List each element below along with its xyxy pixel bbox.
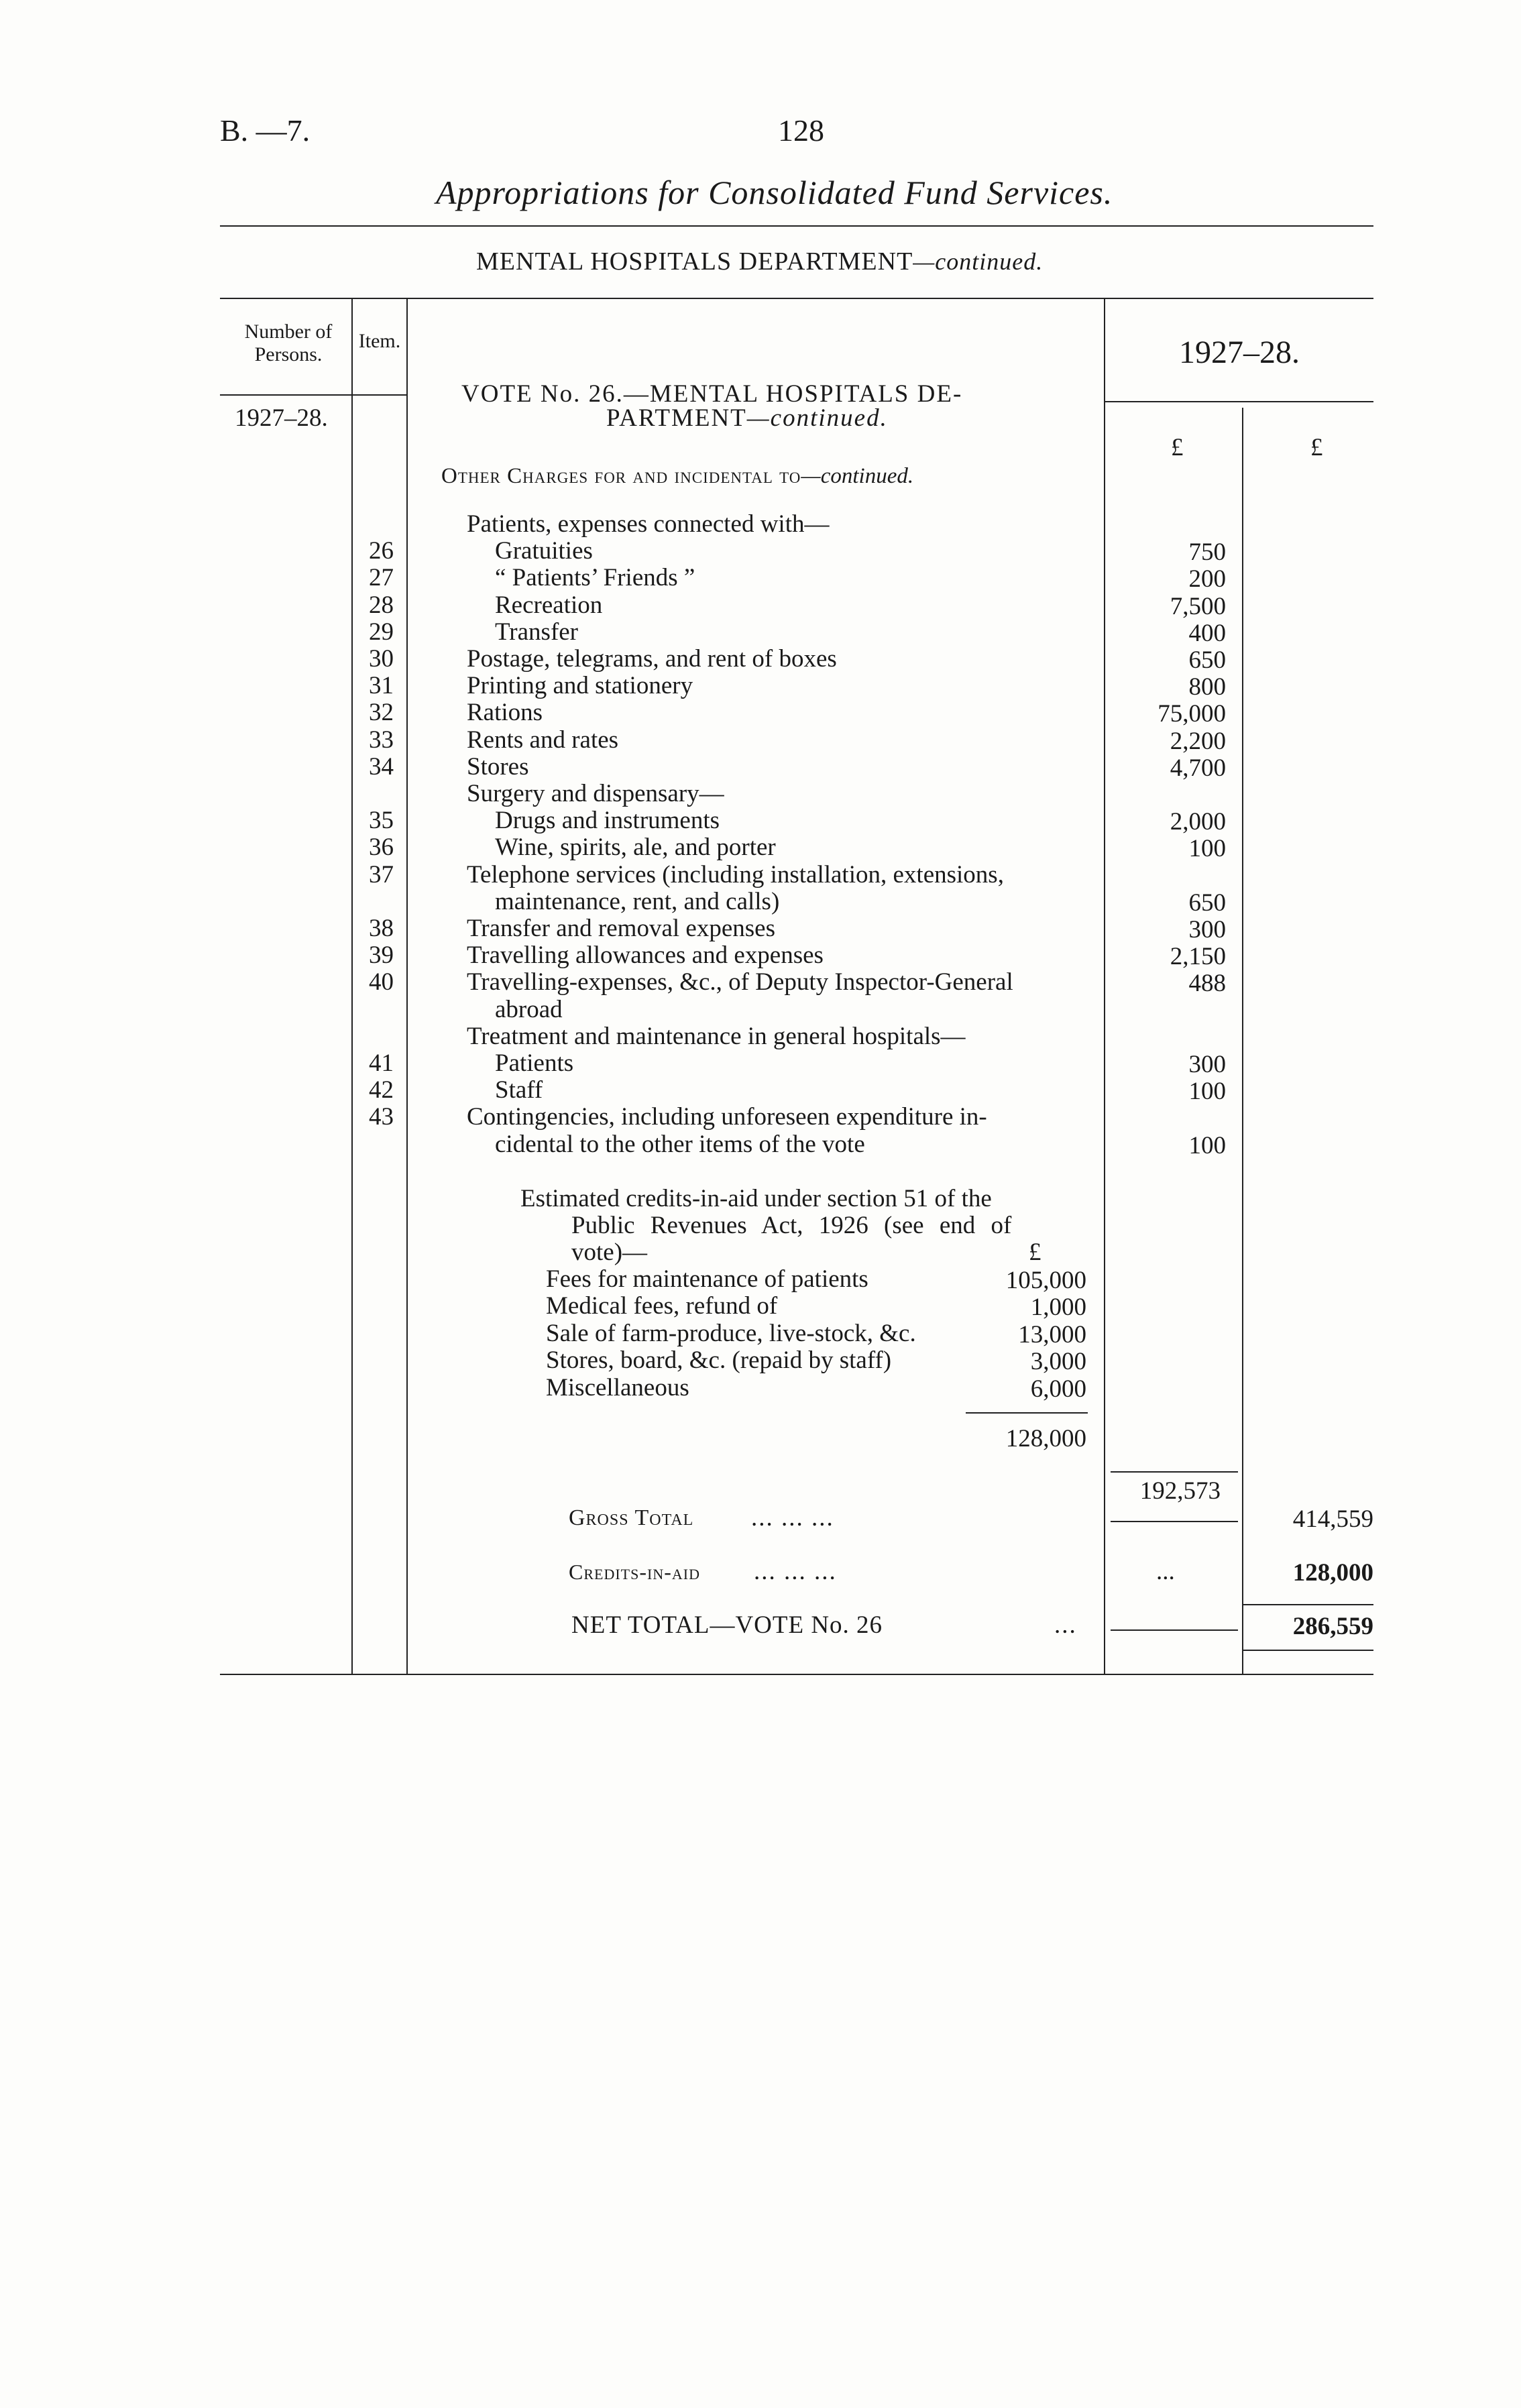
subheading-suffix: —continued. bbox=[801, 464, 914, 488]
document-code: B. —7. bbox=[220, 113, 311, 148]
line-description: Treatment and maintenance in general hospitals— bbox=[467, 1023, 966, 1050]
line-description: Travelling allowances and expenses bbox=[467, 941, 824, 969]
line-description: Stores bbox=[467, 753, 529, 781]
subtotal-bottom-rule bbox=[1111, 1521, 1238, 1522]
line-amount: 2,150 bbox=[1170, 943, 1226, 970]
credits-in-aid-amount: 128,000 bbox=[1292, 1559, 1373, 1587]
credits-in-aid-label: Credits-in-aid bbox=[569, 1560, 700, 1584]
net-total-label: NET TOTAL—VOTE No. 26 bbox=[571, 1611, 883, 1639]
line-description: maintenance, rent, and calls) bbox=[495, 888, 780, 915]
item-number: 43 bbox=[369, 1103, 394, 1131]
persons-year: 1927–28. bbox=[235, 404, 328, 432]
line-amount: 650 bbox=[1188, 889, 1226, 917]
credits-in-aid-col1: ... bbox=[1156, 1558, 1175, 1585]
subtotal-amount: 192,573 bbox=[1139, 1477, 1221, 1505]
persons-head-rule bbox=[220, 394, 406, 396]
credits-pound-sign: £ bbox=[1029, 1239, 1041, 1266]
item-number: 32 bbox=[369, 699, 394, 726]
page-title: Appropriations for Consolidated Fund Services. bbox=[436, 174, 1113, 211]
credits-total: 128,000 bbox=[1005, 1425, 1086, 1452]
credit-item-amount: 13,000 bbox=[1018, 1321, 1086, 1349]
credit-item-amount: 1,000 bbox=[1030, 1294, 1086, 1321]
item-number: 26 bbox=[369, 537, 394, 565]
line-amount: 7,500 bbox=[1170, 593, 1226, 620]
credit-item-amount: 6,000 bbox=[1030, 1375, 1086, 1403]
net-total-amount: 286,559 bbox=[1292, 1613, 1373, 1640]
department-heading bbox=[476, 247, 1043, 276]
item-number: 29 bbox=[369, 618, 394, 646]
item-number: 35 bbox=[369, 807, 394, 834]
year-heading: 1927–28. bbox=[1179, 335, 1300, 370]
subheading-text: Other Charges for and incidental to bbox=[441, 464, 801, 488]
gross-total-leader: ... ... ... bbox=[751, 1504, 834, 1532]
line-amount: 800 bbox=[1188, 673, 1226, 701]
vote-title: VOTE No. 26.—MENTAL HOSPITALS DE- bbox=[461, 380, 963, 408]
pound-sign-col1: £ bbox=[1171, 434, 1184, 461]
item-number: 28 bbox=[369, 591, 394, 619]
department-suffix: —continued. bbox=[913, 248, 1044, 275]
line-description: Drugs and instruments bbox=[495, 807, 720, 834]
line-description: Patients, expenses connected with— bbox=[467, 510, 830, 538]
line-description: Wine, spirits, ale, and porter bbox=[495, 834, 776, 861]
net-bottom-rule bbox=[1242, 1650, 1373, 1651]
credit-item-label: Miscellaneous bbox=[546, 1374, 689, 1401]
net-col1-rule bbox=[1111, 1629, 1238, 1631]
vote-title-line2 bbox=[606, 405, 888, 432]
page-number: 128 bbox=[778, 113, 824, 148]
line-description: Postage, telegrams, and rent of boxes bbox=[467, 645, 837, 673]
credit-item-amount: 3,000 bbox=[1030, 1348, 1086, 1375]
line-description: Printing and stationery bbox=[467, 672, 693, 699]
line-amount: 100 bbox=[1188, 835, 1226, 862]
gross-total-label: Gross Total bbox=[569, 1505, 694, 1530]
vote-title-dept: PARTMENT bbox=[606, 404, 747, 432]
gross-total-amount: 414,559 bbox=[1292, 1505, 1373, 1533]
line-description: Rations bbox=[467, 699, 543, 726]
item-number: 41 bbox=[369, 1049, 394, 1077]
line-description: Rents and rates bbox=[467, 726, 619, 754]
line-amount: 750 bbox=[1188, 538, 1226, 566]
pound-sign-col2: £ bbox=[1310, 434, 1323, 461]
line-amount: 200 bbox=[1188, 565, 1226, 593]
line-description: Recreation bbox=[495, 591, 603, 619]
item-number: 30 bbox=[369, 645, 394, 673]
line-description: Gratuities bbox=[495, 537, 593, 565]
line-description: Staff bbox=[495, 1076, 543, 1104]
line-amount: 2,200 bbox=[1170, 728, 1226, 755]
line-amount: 4,700 bbox=[1170, 754, 1226, 782]
item-number: 39 bbox=[369, 941, 394, 969]
credit-item-label: Sale of farm-produce, live-stock, &c. bbox=[546, 1320, 916, 1347]
line-amount: 100 bbox=[1188, 1078, 1226, 1105]
credit-item-amount: 105,000 bbox=[1005, 1267, 1086, 1294]
line-description: Transfer bbox=[495, 618, 579, 646]
line-amount: 75,000 bbox=[1158, 700, 1226, 728]
item-number: 27 bbox=[369, 564, 394, 591]
credits-intro-3: vote)— bbox=[571, 1239, 648, 1266]
item-number: 31 bbox=[369, 672, 394, 699]
line-amount: 488 bbox=[1188, 970, 1226, 997]
item-number: 42 bbox=[369, 1076, 394, 1104]
subtotal-top-rule bbox=[1111, 1471, 1238, 1473]
line-description: Telephone services (including installation, extensions, bbox=[467, 861, 1004, 888]
net-top-rule bbox=[1242, 1604, 1373, 1605]
credit-item-label: Medical fees, refund of bbox=[546, 1292, 778, 1320]
item-number: 40 bbox=[369, 968, 394, 996]
net-total-leader: ... bbox=[1054, 1611, 1077, 1639]
credits-intro-2: Public Revenues Act, 1926 (see end of bbox=[571, 1212, 1012, 1239]
line-description: Travelling-expenses, &c., of Deputy Inspector-General bbox=[467, 968, 1013, 996]
header-rule bbox=[220, 225, 1373, 227]
item-number: 37 bbox=[369, 861, 394, 888]
credits-total-rule bbox=[966, 1412, 1088, 1414]
line-amount: 300 bbox=[1188, 1051, 1226, 1078]
line-description: Surgery and dispensary— bbox=[467, 780, 724, 807]
department-name: MENTAL HOSPITALS DEPARTMENT bbox=[476, 247, 913, 276]
line-description: “ Patients’ Friends ” bbox=[495, 564, 695, 591]
col-divider-item bbox=[406, 298, 408, 1674]
line-amount: 650 bbox=[1188, 646, 1226, 674]
item-heading: Item. bbox=[358, 330, 401, 352]
vote-title-suffix: —continued. bbox=[746, 404, 888, 432]
year-head-rule bbox=[1104, 401, 1373, 402]
line-description: cidental to the other items of the vote bbox=[495, 1131, 865, 1158]
credit-item-label: Stores, board, &c. (repaid by staff) bbox=[546, 1346, 892, 1374]
line-amount: 400 bbox=[1188, 620, 1226, 647]
item-number: 34 bbox=[369, 753, 394, 781]
number-of-persons-heading: Number of Persons. bbox=[244, 321, 333, 365]
line-description: abroad bbox=[495, 996, 563, 1023]
credit-item-label: Fees for maintenance of patients bbox=[546, 1265, 868, 1293]
line-amount: 100 bbox=[1188, 1132, 1226, 1159]
line-description: Patients bbox=[495, 1049, 574, 1077]
table-bottom-rule bbox=[220, 1674, 1373, 1675]
item-number: 33 bbox=[369, 726, 394, 754]
item-number: 38 bbox=[369, 915, 394, 942]
col-divider-text bbox=[1104, 298, 1105, 1674]
table-top-rule bbox=[220, 298, 1373, 299]
col-divider-amounts bbox=[1242, 408, 1243, 1674]
col-divider-persons bbox=[351, 298, 353, 1674]
line-amount: 300 bbox=[1188, 916, 1226, 943]
credits-intro-1: Estimated credits-in-aid under section 51 of the bbox=[520, 1185, 992, 1212]
line-description: Contingencies, including unforeseen expenditure in- bbox=[467, 1103, 987, 1131]
credits-in-aid-leader: ... ... ... bbox=[754, 1558, 837, 1585]
line-description: Transfer and removal expenses bbox=[467, 915, 775, 942]
item-number: 36 bbox=[369, 834, 394, 861]
line-amount: 2,000 bbox=[1170, 808, 1226, 836]
vote-subheading bbox=[441, 463, 913, 490]
